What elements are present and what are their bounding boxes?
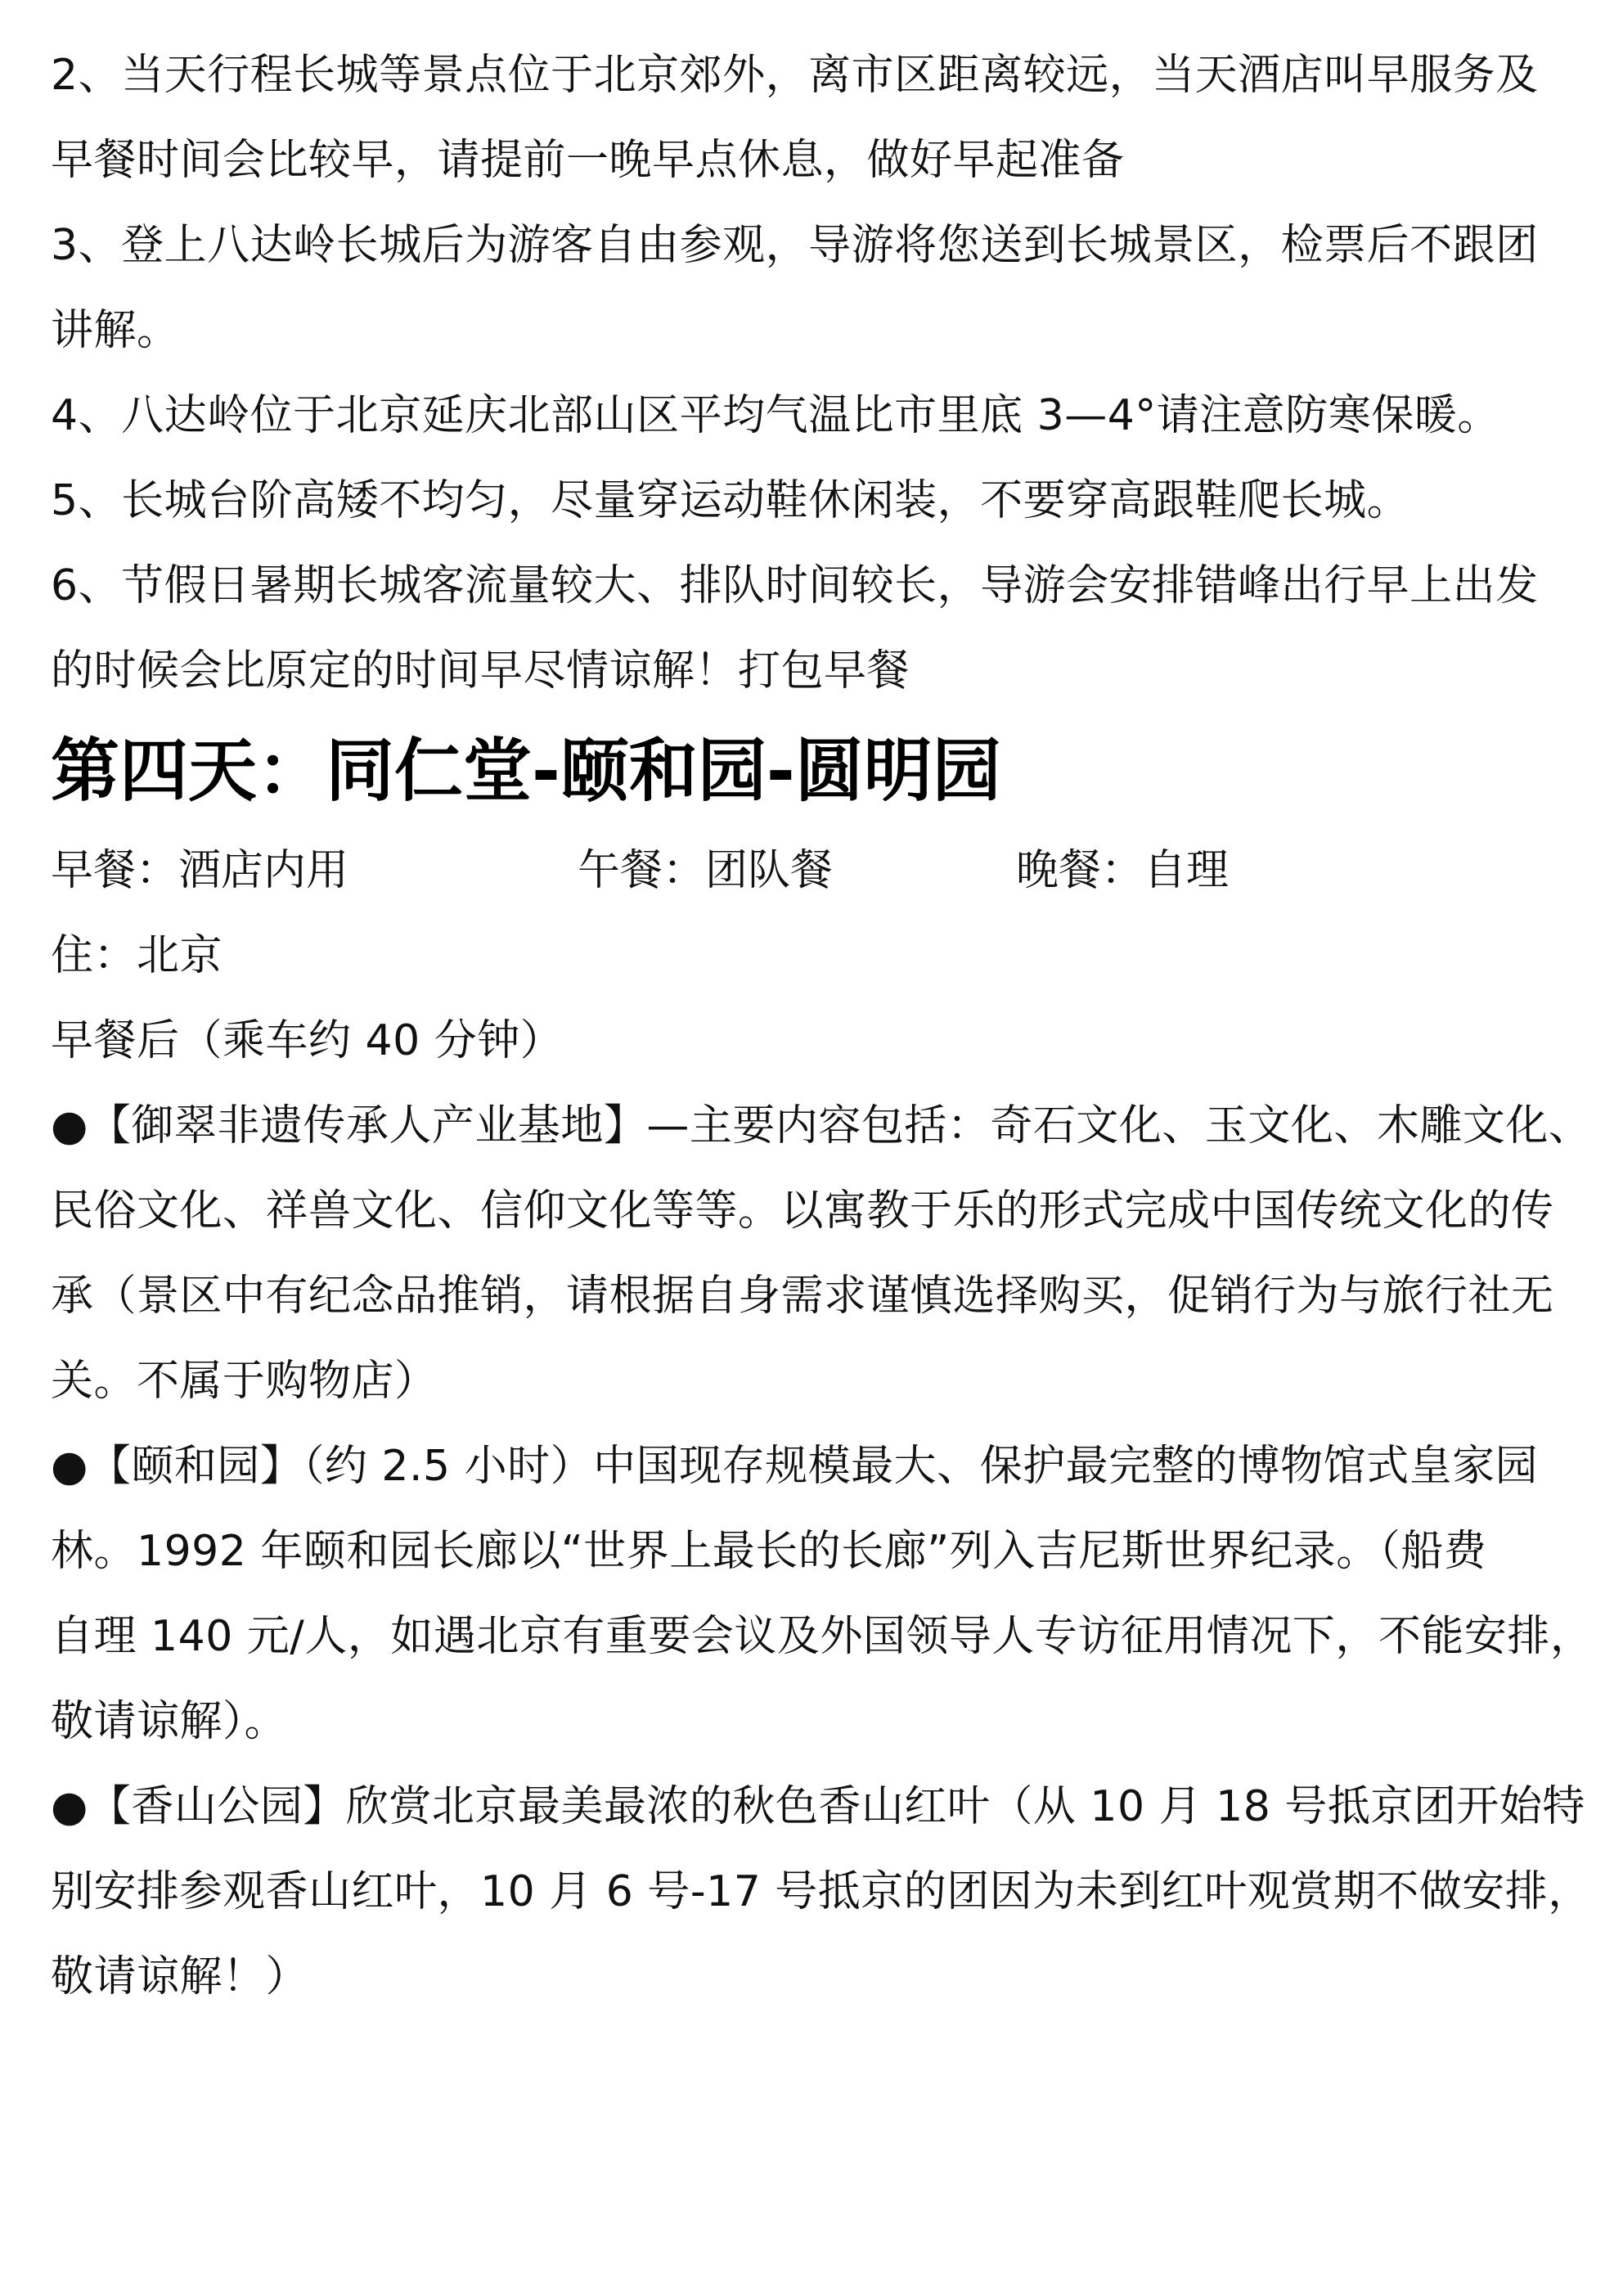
meals-row [51, 828, 1589, 913]
attraction-line: 别安排参观香山红叶，10 月 6 号-17 号抵京的团因为未到红叶观赏期不做安排， [51, 1867, 1591, 1916]
lunch-info: 午餐：团队餐 [578, 846, 834, 895]
attraction-line: 林。1992 年颐和园长廊以“世界上最长的长廊”列入吉尼斯世界纪录。（船费 [51, 1527, 1487, 1576]
note-line: 的时候会比原定的时间早尽情谅解！打包早餐 [51, 646, 910, 696]
attraction-line: 承（景区中有纪念品推销，请根据自身需求谨慎选择购买，促销行为与旅行社无 [51, 1272, 1554, 1321]
attraction-line: 敬请谅解！） [51, 1952, 309, 2001]
attraction-yucui [51, 1083, 1592, 1424]
attraction-fragrant-hills [51, 1764, 1589, 2019]
note-line: 3、登上八达岭长城后为游客自由参观，导游将您送到长城景区，检票后不跟团 [51, 221, 1539, 270]
attraction-line: ●【御翠非遗传承人产业基地】—主要内容包括：奇石文化、玉文化、木雕文化、 [51, 1101, 1592, 1150]
document-page [51, 0, 1594, 2019]
notes-section [51, 33, 1589, 714]
attraction-line: 民俗文化、祥兽文化、信仰文化等等。以寓教于乐的形式完成中国传统文化的传 [51, 1186, 1554, 1236]
day-heading: 第四天：同仁堂-颐和园-圆明园 [51, 731, 1001, 811]
dinner-info: 晚餐：自理 [1016, 846, 1230, 895]
note-line: 5、长城台阶高矮不均匀，尽量穿运动鞋休闲装，不要穿高跟鞋爬长城。 [51, 476, 1410, 525]
breakfast-info: 早餐：酒店内用 [51, 846, 349, 895]
attraction-line: 敬请谅解）。 [51, 1697, 288, 1746]
attraction-line: ●【颐和园】（约 2.5 小时）中国现存规模最大、保护最完整的博物馆式皇家园 [51, 1442, 1539, 1491]
attraction-line: 自理 140 元/人，如遇北京有重要会议及外国领导人专访征用情况下，不能安排， [51, 1612, 1594, 1661]
note-line: 4、八达岭位于北京延庆北部山区平均气温比市里底 3—4°请注意防寒保暖。 [51, 391, 1500, 440]
attraction-summer-palace [51, 1424, 1594, 1764]
accommodation-info: 住：北京 [51, 931, 223, 980]
note-line: 6、节假日暑期长城客流量较大、排队时间较长，导游会安排错峰出行早上出发 [51, 561, 1539, 610]
attraction-line: ●【香山公园】欣赏北京最美最浓的秋色香山红叶（从 10 月 18 号抵京团开始特 [51, 1782, 1585, 1831]
note-line: 讲解。 [51, 306, 180, 355]
note-line: 早餐时间会比较早，请提前一晚早点休息，做好早起准备 [51, 136, 1125, 185]
attraction-line: 关。不属于购物店） [51, 1357, 438, 1406]
note-line: 2、当天行程长城等景点位于北京郊外，离市区距离较远，当天酒店叫早服务及 [51, 51, 1539, 100]
transfer-info: 早餐后（乘车约 40 分钟） [51, 1016, 564, 1065]
